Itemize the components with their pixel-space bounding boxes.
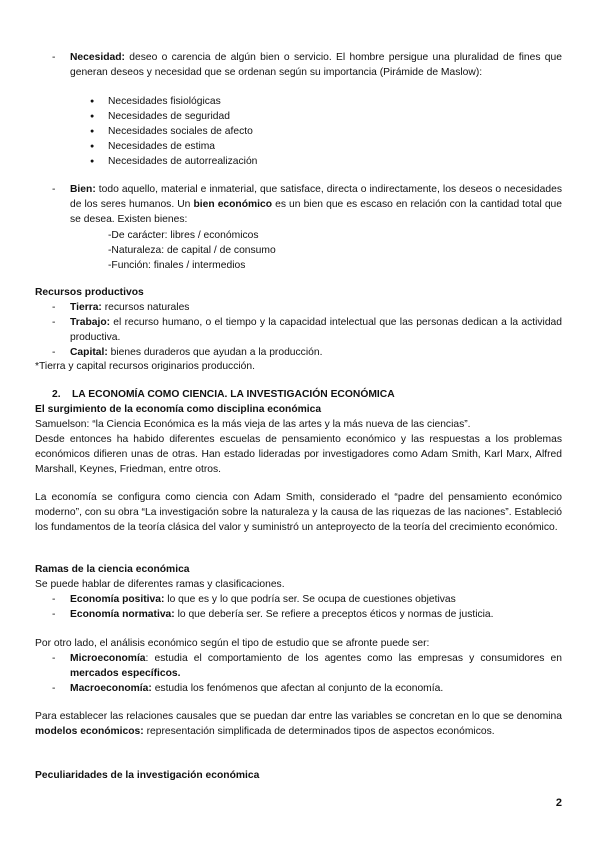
dash-marker: - — [52, 653, 56, 664]
analisis-term: Macroeconomía: — [70, 683, 152, 694]
ramas-intro-2: Por otro lado, el análisis económico según el tipo de estudio que se afronte puede ser: — [35, 638, 430, 649]
bien-type: -Naturaleza: de capital / de consumo — [108, 245, 276, 256]
paragraph-modelos — [35, 709, 562, 739]
modelos-text-1: Para establecer las relaciones causales que se puedan dar entre las variables se concretan en lo que se denomina — [35, 711, 562, 722]
necesidad-term: Necesidad: — [70, 52, 125, 63]
samuelson-quote: Samuelson: “la Ciencia Económica es la más vieja de las artes y la más nueva de las ciencias”. — [35, 419, 471, 430]
dash-marker: - — [52, 302, 56, 313]
recurso-term: Capital: — [70, 347, 108, 358]
recurso-item — [70, 315, 562, 345]
rama-item — [70, 592, 562, 607]
recurso-term: Tierra: — [70, 302, 102, 313]
ramas-intro: Se puede hablar de diferentes ramas y clasificaciones. — [35, 579, 285, 590]
needs-list — [90, 94, 257, 169]
peculiaridades-heading: Peculiaridades de la investigación económica — [35, 770, 260, 781]
recurso-item — [70, 300, 562, 315]
rama-text: lo que es y lo que podría ser. Se ocupa de cuestiones objetivas — [164, 594, 456, 605]
dash-marker: - — [52, 317, 56, 328]
bien-text-1: todo aquello, material e inmaterial, que satisface, directa o indirectamente, los deseos o necesidades de los seres humanos. Un — [70, 184, 562, 210]
list-item: ● Necesidades sociales de afecto — [90, 124, 257, 139]
analisis-item — [70, 681, 562, 696]
list-item: ● Necesidades de seguridad — [90, 109, 257, 124]
bien-paragraph — [70, 182, 562, 227]
section-number: 2. — [52, 389, 61, 400]
necesidad-paragraph — [70, 50, 562, 80]
rama-term: Economía positiva: — [70, 594, 165, 605]
section-subheading: El surgimiento de la economía como disciplina económica — [35, 404, 322, 415]
recurso-item — [70, 345, 562, 360]
dash-marker: - — [52, 683, 56, 694]
page-number: 2 — [555, 797, 562, 809]
bien-text-2: es un bien que es escaso en relación con la cantidad total que se desea. Existen bienes: — [70, 199, 562, 225]
recurso-text: el recurso humano, o el tiempo y la capacidad intelectual que las personas dedican a la actividad productiva. — [70, 317, 562, 343]
dash-marker: - — [52, 347, 56, 358]
recurso-term: Trabajo: — [70, 317, 111, 328]
list-item: ● Necesidades de autorrealización — [90, 154, 257, 169]
rama-text: lo que debería ser. Se refiere a preceptos éticos y normas de justicia. — [174, 609, 494, 620]
list-item: ● Necesidades fisiológicas — [90, 94, 257, 109]
dash-marker: - — [52, 52, 56, 63]
paragraph-schools: Desde entonces ha habido diferentes escuelas de pensamiento económico y las respuestas a los problemas económicos difieren unas de otras. Han estado lideradas por investigadores como Adam Smith, Karl Marx, Alfred Marshall, Keynes, Friedman, entre otros. — [35, 434, 562, 475]
section-title: LA ECONOMÍA COMO CIENCIA. LA INVESTIGACIÓN ECONÓMICA — [72, 389, 395, 400]
recursos-heading: Recursos productivos — [35, 287, 144, 298]
recursos-note: *Tierra y capital recursos originarios producción. — [35, 361, 255, 372]
dash-marker: - — [52, 184, 56, 195]
mercados-term: mercados específicos. — [70, 668, 181, 679]
analisis-text: : estudia el comportamiento de los agentes como las empresas y consumidores en — [145, 653, 562, 664]
dash-marker: - — [52, 594, 56, 605]
analisis-item — [70, 651, 562, 681]
recurso-text: bienes duraderos que ayudan a la producción. — [107, 347, 323, 358]
rama-item — [70, 607, 562, 622]
analisis-text: estudia los fenómenos que afectan al conjunto de la economía. — [151, 683, 444, 694]
recurso-text: recursos naturales — [101, 302, 190, 313]
necesidad-text: deseo o carencia de algún bien o servicio. El hombre persigue una pluralidad de fines que generan deseos y necesidad que se ordenan según su importancia (Pirámide de Maslow): — [70, 52, 562, 78]
ramas-heading: Ramas de la ciencia económica — [35, 564, 190, 575]
modelos-text-2: representación simplificada de determinados tipos de aspectos económicos. — [143, 726, 495, 737]
analisis-term: Microeconomía — [70, 653, 146, 664]
list-item: ● Necesidades de estima — [90, 139, 257, 154]
paragraph-adam-smith: La economía se configura como ciencia con Adam Smith, considerado el “padre del pensamiento económico moderno”, con su obra “La investigación sobre la naturaleza y la causa de las riquezas de las naciones”. Estableció los fundamentos de la teoría clásica del valor y suministró un anteproyecto de la teoría del crecimiento económico. — [35, 492, 562, 533]
rama-term: Economía normativa: — [70, 609, 175, 620]
bien-type: -De carácter: libres / económicos — [108, 230, 259, 241]
bien-term: Bien: — [70, 184, 96, 195]
dash-marker: - — [52, 609, 56, 620]
modelos-term: modelos económicos: — [35, 726, 144, 737]
bien-economico-term: bien económico — [193, 199, 273, 210]
bien-type: -Función: finales / intermedios — [108, 260, 246, 271]
